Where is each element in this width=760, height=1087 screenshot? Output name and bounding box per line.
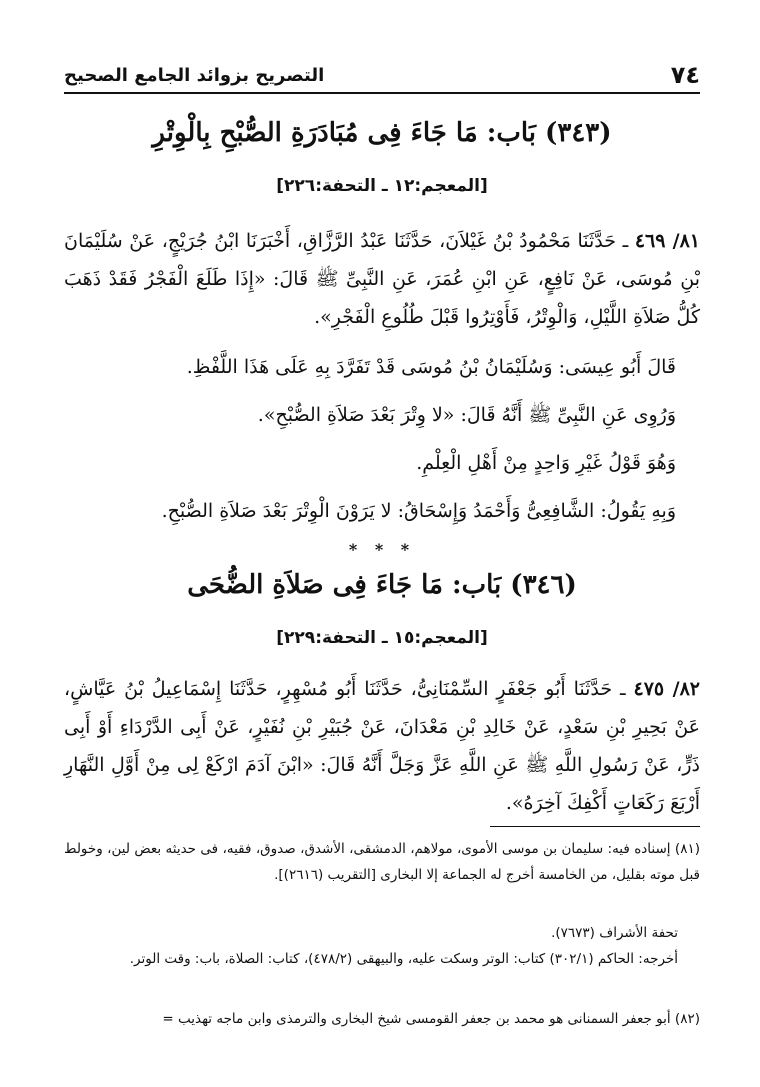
chapter-reference: [المعجم:١٥ ـ التحفة:٢٢٩] [276, 628, 488, 648]
footnote: أخرجه: الحاكم (٣٠٢/١) كتاب: الوتر وسكت عليه، والبيهقى (٤٧٨/٢)، كتاب: الصلاة، باب: وقت الوتر. [129, 951, 678, 967]
chapter-heading: (٣٤٦) بَاب: مَا جَاءَ فِى صَلاَةِ الضُّحَى [187, 570, 577, 600]
running-header [64, 58, 700, 94]
hadith-paragraph [64, 222, 700, 336]
commentary-line: قَالَ أَبُو عِيسَى: وَسُلَيْمَانُ بْنُ مُوسَى قَدْ تَفَرَّدَ بِهِ عَلَى هَذَا اللَّفْظِ. [186, 356, 676, 378]
hadith-number: ٨٢/ ٤٧٥ [633, 678, 700, 700]
footnote-rule [490, 826, 700, 827]
hadith-number: ٨١/ ٤٦٩ [634, 230, 700, 252]
section-separator: * * * [348, 540, 416, 559]
running-title: التصريح بزوائد الجامع الصحيح [64, 64, 325, 86]
commentary-line: وَرُوِى عَنِ النَّبِىِّ ﷺ أَنَّهُ قَالَ: «لا وِتْرَ بَعْدَ صَلاَةِ الصُّبْحِ». [257, 404, 676, 426]
footnote: تحفة الأشراف (٧٦٧٣). [551, 925, 678, 941]
footnote: (٨١) إسناده فيه: سليمان بن موسى الأموى، مولاهم، الدمشقى، الأشدق، صدوق، فقيه، فى حديثه بعض لين، وخولط قبل موته بقليل، من الخامسة أخرج له الجماعة إلا البخارى [التقريب (٢٦١٦)]. [64, 841, 700, 883]
chapter-heading: (٣٤٣) بَاب: مَا جَاءَ فِى مُبَادَرَةِ الصُّبْحِ بِالْوِتْرِ [152, 118, 612, 148]
hadith-text: ـ حَدَّثَنَا مَحْمُودُ بْنُ غَيْلاَنَ، حَدَّثَنَا عَبْدُ الرَّزَّاقِ، أَخْبَرَنَا ابْنُ جُرَيْجٍ، عَنْ سُلَيْمَانَ بْنِ مُوسَى، عَنْ نَافِعٍ، عَنِ ابْنِ عُمَرَ، عَنِ النَّبِىِّ ﷺ قَالَ: «إِذَا طَلَعَ الْفَجْرُ فَقَدْ ذَهَبَ كُلُّ صَلاَةِ اللَّيْلِ، وَالْوِتْرُ، فَأَوْتِرُوا قَبْلَ طُلُوعِ الْفَجْرِ». [64, 230, 700, 328]
page-number: ٧٤ [670, 61, 700, 89]
commentary-line: وَهُوَ قَوْلُ غَيْرِ وَاحِدٍ مِنْ أَهْلِ الْعِلْمِ. [416, 452, 676, 474]
chapter-reference: [المعجم:١٢ ـ التحفة:٢٢٦] [276, 176, 488, 196]
footnote: (٨٢) أبو جعفر السمنانى هو محمد بن جعفر القومسى شيخ البخارى والترمذى وابن ماجه تهذيب = [162, 1011, 700, 1027]
hadith-paragraph [64, 670, 700, 822]
hadith-text: ـ حَدَّثَنَا أَبُو جَعْفَرٍ السِّمْنَانِىُّ، حَدَّثَنَا أَبُو مُسْهِرٍ، حَدَّثَنَا إِسْمَاعِيلُ بْنُ عَيَّاشٍ، عَنْ بَحِيرِ بْنِ سَعْدٍ، عَنْ خَالِدِ بْنِ مَعْدَانَ، عَنْ جُبَيْرِ بْنِ نُفَيْرٍ، عَنْ أَبِى الدَّرْدَاءِ أَوْ أَبِى ذَرٍّ، عَنْ رَسُولِ اللَّهِ ﷺ عَنِ اللَّهِ عَزَّ وَجَلَّ أَنَّهُ قَالَ: «ابْنَ آدَمَ ارْكَعْ لِى مِنْ أَوَّلِ النَّهَارِ أَرْبَعَ رَكَعَاتٍ أَكْفِكَ آخِرَهُ». [64, 678, 700, 814]
commentary-line: وَبِهِ يَقُولُ: الشَّافِعِىُّ وَأَحْمَدُ وَإِسْحَاقُ: لا يَرَوْنَ الْوِتْرَ بَعْدَ صَلاَةِ الصُّبْحِ. [161, 500, 676, 522]
